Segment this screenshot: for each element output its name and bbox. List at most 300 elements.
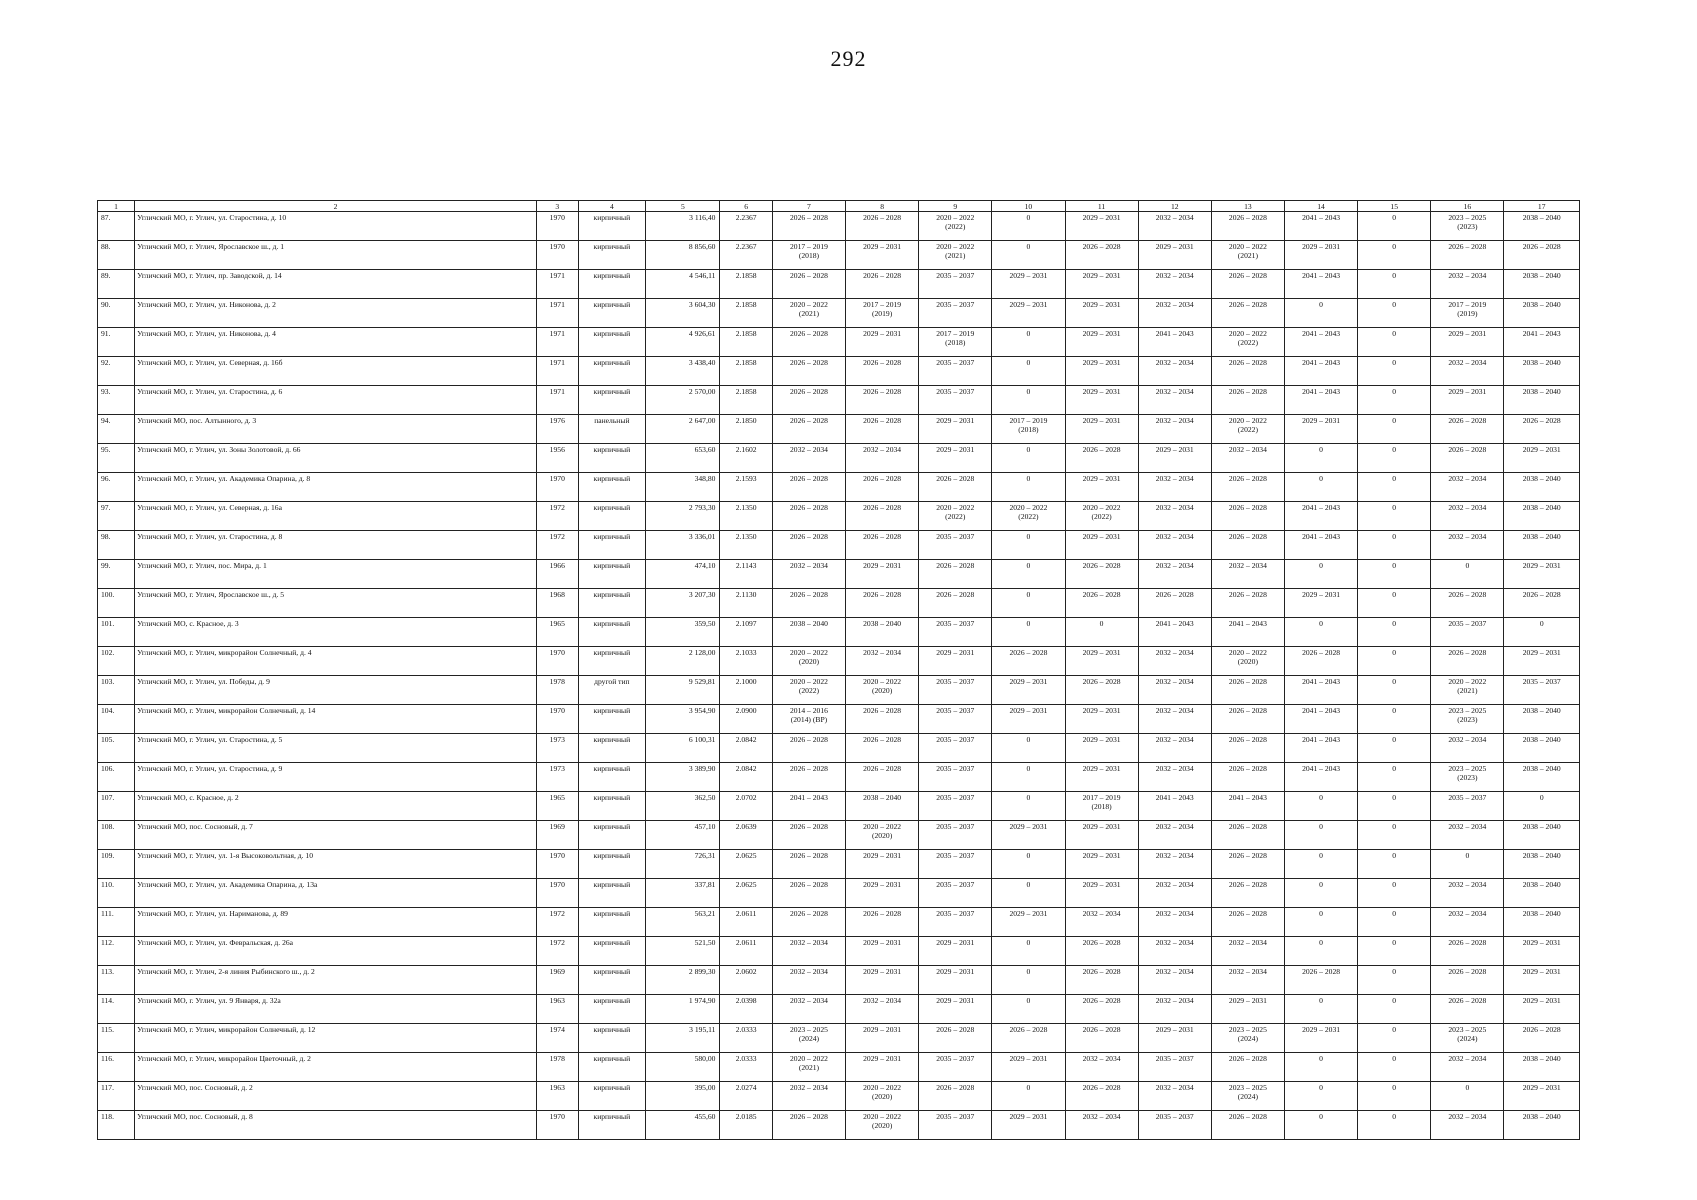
cell-text: 2029 – 2031 [1082,213,1121,222]
cell-text: Угличский МО, г. Углич, ул. Северная, д. 16а [137,503,282,512]
cell-text: 2029 – 2031 [936,445,975,454]
area-cell [646,560,720,589]
cell-text: 2029 – 2031 [1082,735,1121,744]
table-cell [1138,560,1211,589]
cell-text: 2029 – 2031 [1522,445,1561,454]
table-cell [1504,908,1580,937]
table-cell [772,850,845,879]
table-cell [846,995,919,1024]
table-cell [1065,792,1138,821]
table-cell [1358,212,1431,241]
cell-text: 2041 – 2043 [1302,706,1341,715]
table-cell [537,966,579,995]
area-cell [646,502,720,531]
cell-text [848,822,916,840]
table-cell [1504,502,1580,531]
table-cell [1504,850,1580,879]
cell-line: (2021) [798,1063,820,1072]
table-cell [1065,1053,1138,1082]
row-number-cell [98,937,135,966]
area-cell [646,676,720,705]
cell-text: кирпичный [593,648,631,657]
cell-text: 2035 – 2037 [936,619,975,628]
cell-text: 2026 – 2028 [789,474,828,483]
table-cell [1065,821,1138,850]
cell-text: 1971 [549,271,565,280]
cell-text: панельный [594,416,630,425]
table-cell [992,879,1065,908]
table-cell [537,792,579,821]
cell-text: 1973 [549,735,565,744]
cell-text: 2.1858 [735,358,757,367]
cell-text: 3 954,90 [688,706,716,715]
row-number-cell [98,241,135,270]
cell-text [848,300,916,318]
address-cell [135,357,537,386]
table-cell [1211,357,1284,386]
row-number-cell [98,618,135,647]
cell-text: 2038 – 2040 [1522,387,1561,396]
table-cell [1065,444,1138,473]
table-row [98,763,1580,792]
row-number-cell [98,357,135,386]
cell-line: 2017 – 2019 [1448,300,1487,309]
address-cell [135,1082,537,1111]
cell-text: 1971 [549,329,565,338]
cell-text: 0 [1392,1025,1397,1034]
table-cell [919,734,992,763]
cell-line: (2024) [798,1034,820,1043]
cell-text: 2029 – 2031 [1522,967,1561,976]
row-number-cell [98,473,135,502]
table-cell [1358,966,1431,995]
cell-text: 395,00 [694,1083,716,1092]
cell-text: кирпичный [593,1054,631,1063]
cell-line: (2020) [871,1092,893,1101]
cell-text: 2029 – 2031 [1082,822,1121,831]
table-cell [846,560,919,589]
address-cell [135,241,537,270]
cell-text: 0 [1026,242,1031,251]
area-cell [646,444,720,473]
cell-text: 2026 – 2028 [1302,648,1341,657]
cell-text: 2035 – 2037 [936,793,975,802]
table-cell [846,357,919,386]
table-cell [1065,618,1138,647]
table-cell [1358,270,1431,299]
cell-text: 2035 – 2037 [936,706,975,715]
table-cell [1065,502,1138,531]
column-number-10: 10 [992,201,1065,212]
cell-line: 2014 – 2016 [789,706,828,715]
table-cell [846,705,919,734]
table-cell [1358,792,1431,821]
cell-text: Угличский МО, г. Углич, микрорайон Солнечный, д. 14 [137,706,316,715]
table-cell [1358,647,1431,676]
cell-text: 2029 – 2031 [1082,329,1121,338]
table-cell [1138,270,1211,299]
table-cell [578,560,646,589]
table-cell [919,1024,992,1053]
cell-text: 0 [1026,445,1031,454]
table-cell [919,618,992,647]
cell-text: 2026 – 2028 [1228,764,1267,773]
table-cell [772,618,845,647]
table-cell [1431,734,1504,763]
table-cell [992,299,1065,328]
table-cell [1358,850,1431,879]
table-cell [1138,705,1211,734]
cell-text: 2041 – 2043 [1302,764,1341,773]
table-cell [1358,705,1431,734]
table-cell [1211,1111,1284,1140]
table-cell [919,241,992,270]
table-cell [720,995,772,1024]
cell-text [921,242,989,260]
table-cell [846,241,919,270]
table-cell [992,1024,1065,1053]
table-cell [537,444,579,473]
table-cell [1358,618,1431,647]
table-cell [720,328,772,357]
cell-text: 114. [101,996,115,1005]
table-cell [1284,937,1357,966]
table-cell [1211,763,1284,792]
table-cell [1431,618,1504,647]
cell-text: 2.0611 [735,938,757,947]
cell-line: 2020 – 2022 [1228,329,1267,338]
cell-text: 2029 – 2031 [1082,532,1121,541]
cell-line: (2018) [798,251,820,260]
cell-text: 87. [101,213,111,222]
table-cell [720,212,772,241]
cell-text: 2035 – 2037 [936,764,975,773]
address-cell [135,531,537,560]
cell-text: 0 [1319,561,1323,570]
table-cell [772,502,845,531]
table-cell [1284,763,1357,792]
cell-text: 2041 – 2043 [1302,735,1341,744]
address-cell [135,473,537,502]
table-cell [1138,792,1211,821]
cell-text: 0 [1026,619,1031,628]
table-cell [537,241,579,270]
table-cell [1431,473,1504,502]
cell-text: 0 [1026,967,1031,976]
table-cell [1211,937,1284,966]
table-cell [919,676,992,705]
address-cell [135,328,537,357]
table-cell [992,386,1065,415]
cell-text [775,677,843,695]
table-cell [846,386,919,415]
table-cell [1504,589,1580,618]
table-cell [1138,1024,1211,1053]
table-cell [1431,212,1504,241]
table-cell [720,676,772,705]
table-cell [1431,502,1504,531]
table-cell [1284,531,1357,560]
cell-text: 2026 – 2028 [1082,1025,1121,1034]
table-cell [1284,444,1357,473]
area-cell [646,937,720,966]
area-cell [646,995,720,1024]
address-cell [135,705,537,734]
cell-text: 98. [101,532,111,541]
table-cell [1211,1024,1284,1053]
table-cell [537,676,579,705]
table-cell [1431,357,1504,386]
cell-text: 2029 – 2031 [863,242,902,251]
column-number-5: 5 [646,201,720,212]
table-cell [1284,792,1357,821]
cell-text: 2.1602 [735,445,757,454]
table-cell [772,734,845,763]
cell-text: 1972 [549,503,565,512]
table-cell [1504,821,1580,850]
table-cell [1065,1082,1138,1111]
cell-text: 348,80 [694,474,716,483]
table-cell [578,1111,646,1140]
table-cell [1284,734,1357,763]
cell-text: 2029 – 2031 [863,1054,902,1063]
table-cell [1284,270,1357,299]
cell-line: 2023 – 2025 [1448,1025,1487,1034]
table-cell [772,328,845,357]
cell-text [994,416,1062,434]
cell-text: 2.0900 [735,706,757,715]
table-cell [1211,444,1284,473]
table-cell [1211,1053,1284,1082]
cell-text: 3 389,90 [688,764,716,773]
cell-text: 2038 – 2040 [1522,1112,1561,1121]
address-cell [135,647,537,676]
table-cell [919,328,992,357]
cell-line: (2020) [871,831,893,840]
table-cell [1431,763,1504,792]
cell-text: 2029 – 2031 [1082,358,1121,367]
cell-text: 1970 [549,851,565,860]
table-cell [578,415,646,444]
cell-text: 2038 – 2040 [1522,213,1561,222]
table-cell [537,1111,579,1140]
table-cell [537,937,579,966]
table-cell [1065,241,1138,270]
table-cell [1065,473,1138,502]
table-cell [1504,444,1580,473]
table-cell [1065,995,1138,1024]
cell-line: (2020) [1237,657,1259,666]
table-cell [772,357,845,386]
table-cell [578,734,646,763]
table-cell [1431,560,1504,589]
cell-text: 2038 – 2040 [1522,851,1561,860]
table-cell [1284,879,1357,908]
cell-text: 2035 – 2037 [1448,793,1487,802]
cell-text: 2026 – 2028 [1228,1054,1267,1063]
cell-text: 2029 – 2031 [1448,387,1487,396]
cell-text [848,1083,916,1101]
cell-text: 88. [101,242,111,251]
column-number-11: 11 [1065,201,1138,212]
cell-text: 457,10 [694,822,716,831]
table-cell [1211,705,1284,734]
cell-text: 2026 – 2028 [863,416,902,425]
cell-text: 2032 – 2034 [1228,967,1267,976]
table-cell [846,821,919,850]
cell-text: 2032 – 2034 [1448,1054,1487,1063]
cell-text: 1973 [549,764,565,773]
cell-text: 0 [1319,880,1323,889]
cell-text: 2032 – 2034 [1448,358,1487,367]
cell-text: 0 [1392,996,1397,1005]
cell-text: Угличский МО, г. Углич, микрорайон Солнечный, д. 12 [137,1025,316,1034]
table-cell [919,386,992,415]
table-cell [1284,473,1357,502]
table-cell [1211,531,1284,560]
table-cell [1138,1082,1211,1111]
table-cell [1065,299,1138,328]
cell-text: 2026 – 2028 [789,1112,828,1121]
cell-text: 2026 – 2028 [789,590,828,599]
table-cell [1284,647,1357,676]
cell-text: 0 [1392,561,1397,570]
cell-text: 3 195,11 [689,1025,716,1034]
row-number-cell [98,589,135,618]
table-cell [1431,792,1504,821]
table-cell [1504,705,1580,734]
cell-text [1214,1083,1282,1101]
cell-text: 0 [1392,445,1397,454]
table-cell [1358,473,1431,502]
cell-text: 0 [1392,329,1397,338]
cell-text: 1978 [549,677,565,686]
table-cell [1284,1024,1357,1053]
column-number-14: 14 [1284,201,1357,212]
cell-text: 1963 [549,996,565,1005]
cell-text: 2038 – 2040 [1522,358,1561,367]
area-cell [646,1053,720,1082]
table-cell [772,1082,845,1111]
cell-text: 2026 – 2028 [1228,271,1267,280]
cell-text: 0 [1392,851,1397,860]
cell-text: 2.0333 [735,1054,757,1063]
table-cell [1358,821,1431,850]
table-cell [1431,444,1504,473]
cell-text [1433,764,1501,782]
table-cell [1065,357,1138,386]
cell-text: 2032 – 2034 [1155,967,1194,976]
cell-text: 0 [1392,590,1397,599]
table-cell [1138,212,1211,241]
table-cell [1211,792,1284,821]
cell-text: 2029 – 2031 [1082,706,1121,715]
table-cell [992,850,1065,879]
cell-line: (2022) [1237,425,1259,434]
table-cell [1431,1082,1504,1111]
area-cell [646,328,720,357]
cell-text: 0 [1319,445,1323,454]
cell-text: 0 [1026,387,1031,396]
table-cell [578,328,646,357]
cell-text: 2041 – 2043 [1302,329,1341,338]
table-cell [537,1024,579,1053]
address-cell [135,937,537,966]
cell-text: 2026 – 2028 [1228,532,1267,541]
repair-schedule-table [97,200,1580,1140]
table-cell [846,1111,919,1140]
table-cell [537,328,579,357]
table-cell [1504,1053,1580,1082]
table-cell [720,647,772,676]
cell-line: (2018) [1091,802,1112,811]
area-cell [646,1082,720,1111]
cell-text: 2026 – 2028 [1228,590,1267,599]
table-cell [1431,415,1504,444]
table-row [98,705,1580,734]
cell-text: 2026 – 2028 [863,474,902,483]
cell-text: 2032 – 2034 [1155,1083,1194,1092]
table-cell [772,792,845,821]
cell-text: 92. [101,358,111,367]
cell-text: 111. [101,909,114,918]
table-cell [1284,589,1357,618]
cell-text: Угличский МО, г. Углич, Ярославское ш., д. 5 [137,590,285,599]
table-cell [1284,241,1357,270]
cell-text: 2026 – 2028 [789,271,828,280]
row-number-cell [98,705,135,734]
cell-text: 2032 – 2034 [1155,213,1194,222]
table-cell [1138,241,1211,270]
cell-text: Угличский МО, с. Красное, д. 3 [137,619,239,628]
cell-text: 0 [1465,851,1470,860]
row-number-cell [98,415,135,444]
cell-text: 2029 – 2031 [1302,416,1341,425]
table-row [98,618,1580,647]
cell-text: 2029 – 2031 [863,880,902,889]
cell-text: 118. [101,1112,115,1121]
cell-line: 2020 – 2022 [863,677,902,686]
table-cell [1431,270,1504,299]
cell-text: 93. [101,387,111,396]
cell-text: 2026 – 2028 [1522,416,1561,425]
cell-text: 2041 – 2043 [1302,358,1341,367]
row-number-cell [98,676,135,705]
table-cell [578,792,646,821]
table-cell [1284,850,1357,879]
table-cell [537,821,579,850]
table-cell [1138,734,1211,763]
cell-line: 2020 – 2022 [1228,416,1267,425]
cell-text: 97. [101,503,111,512]
table-cell [1284,502,1357,531]
table-cell [537,1082,579,1111]
cell-text: 2026 – 2028 [1228,213,1267,222]
row-number-cell [98,1111,135,1140]
cell-text: 104. [101,706,115,715]
cell-text: 2026 – 2028 [863,909,902,918]
table-cell [1431,1024,1504,1053]
cell-line: 2023 – 2025 [1228,1083,1267,1092]
cell-line: (2022) [945,222,966,231]
cell-text: 2029 – 2031 [936,996,975,1005]
cell-text: 108. [101,822,115,831]
row-number-cell [98,299,135,328]
row-number-cell [98,763,135,792]
table-cell [1138,589,1211,618]
cell-text: 0 [1392,271,1397,280]
table-cell [1504,241,1580,270]
